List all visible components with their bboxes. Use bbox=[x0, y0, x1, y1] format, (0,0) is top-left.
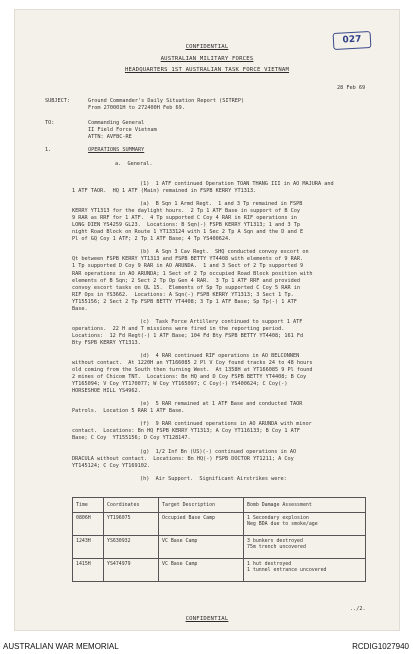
cell-coordinates: YT196075 bbox=[104, 513, 159, 536]
paragraph-line: 2 mines of Chicom TNT. Locations: Bn HQ and D Coy FSPB BETTY YT4408; B Coy bbox=[72, 374, 307, 381]
report-paragraph bbox=[72, 181, 392, 195]
paragraph-line: (f) 9 RAR continued operations in AO ARUNDA with minor bbox=[140, 421, 312, 428]
archive-name: AUSTRALIAN WAR MEMORIAL bbox=[3, 642, 119, 651]
to-line-3: ATTN: AVFBC-RE bbox=[88, 134, 132, 140]
cell-time: 0806H bbox=[73, 513, 104, 536]
table-header-row bbox=[73, 498, 366, 513]
cell-coordinates: YS630932 bbox=[104, 536, 159, 559]
paragraph-line: (a) B Sqn 1 Armd Regt. 1 and 3 Tp remained in FSPB bbox=[140, 201, 303, 208]
paragraph-line: Patrols. Location 5 RAR 1 ATF Base. bbox=[72, 408, 185, 415]
subject-line-1: Ground Commander's Daily Situation Report (SITREP) bbox=[88, 98, 245, 104]
header-bda: Bomb Damage Assessment bbox=[244, 498, 366, 513]
document-date: 28 Feb 69 bbox=[337, 85, 366, 91]
paragraph-line: Bty FSPB KERRY YT1313. bbox=[72, 339, 141, 346]
paragraph-line: Base; C Coy YT155156; D Coy YT128147. bbox=[72, 435, 191, 442]
cell-target: Occupied Base Camp bbox=[159, 513, 244, 536]
paragraph-line: 1 Tp supported D Coy 9 RAR in AO ARUNDA. 1 and 3 Sect of 2 Tp supported 9 bbox=[72, 263, 304, 270]
paragraph-line: DRACULA without contact. Locations: Bn HQ(-) FSPB DOCTOR YT1211; A Coy bbox=[72, 455, 294, 462]
table-row bbox=[73, 513, 366, 536]
paragraph-line: Pl of GQ Coy 1 ATF; 2 Tp 1 ATF Base; 4 Tp YS400624. bbox=[72, 236, 232, 243]
table-row bbox=[73, 559, 366, 582]
paragraph-line: (b) A Sqn 3 Cav Regt. SHQ conducted convoy escort on bbox=[140, 249, 309, 256]
report-paragraph bbox=[72, 249, 392, 312]
header-coordinates: Coordinates bbox=[104, 498, 159, 513]
paragraph-line: without contact. At 1220H an YT166085 2 Pl V Coy found tracks 24 to 48 hours bbox=[72, 360, 313, 367]
paragraph-line: operations. 22 H and T missions were fired in the reporting period. bbox=[72, 325, 285, 332]
paragraph-line: (1) 1 ATF continued Operation TOAN THANG III in AO MAJURA and bbox=[140, 181, 334, 187]
paragraph-line: (d) 4 RAR continued RIF operations in AO BELCONNEN bbox=[140, 352, 300, 359]
section-title: OPERATIONS SUMMARY bbox=[88, 147, 145, 153]
paragraph-line: YT155156; 2 Sect 2 Tp FSPB BETTY YT4408; 3 Tp 1 ATF Base; Sp Tp(-) 1 ATF bbox=[72, 298, 297, 305]
paragraph-line: elements of B Sqn; 2 Sect 2 Tp Op Gen 4 RAR. 3 Tp 1 ATF RRF and provided bbox=[72, 277, 300, 284]
paragraph-line: KERRY YT1313 for the daylight hours. 2 Tp 1 ATF Base in support of B Coy bbox=[72, 208, 300, 215]
paragraph-line: HORSESHOE HILL YS4962. bbox=[72, 388, 141, 395]
paragraph-line: Qt between FSPB KERRY YT1313 and FSPB BETTY YT4408 with elements of 9 RAR. bbox=[72, 256, 304, 263]
report-paragraph bbox=[72, 476, 392, 483]
cell-target: VC Base Camp bbox=[159, 536, 244, 559]
cell-bda: 1 hut destroyed 1 tunnel entrance uncovered bbox=[244, 559, 366, 582]
report-body bbox=[72, 175, 392, 483]
subject-line-2: From 270001H to 272400H Feb 69. bbox=[88, 105, 185, 111]
to-line-1: Commanding General bbox=[88, 120, 145, 126]
paragraph-line: YT145124; C Coy YT169102. bbox=[72, 462, 151, 469]
header-time: Time bbox=[73, 498, 104, 513]
archive-reference: RCDIG1027940 bbox=[352, 642, 409, 651]
cell-time: 1415H bbox=[73, 559, 104, 582]
cell-coordinates: YS474979 bbox=[104, 559, 159, 582]
paragraph-line: 9 RAR as RRF for 1 ATF. 4 Tp supported C Coy 4 RAR in RIF operations in bbox=[72, 215, 297, 222]
paragraph-line: Base. bbox=[72, 305, 88, 312]
report-paragraph bbox=[72, 449, 392, 470]
paragraph-line: convoy escort tasks on QL 15. Elements of Sp Tp supported C Coy 5 RAR in bbox=[72, 284, 300, 291]
header-target: Target Description bbox=[159, 498, 244, 513]
report-paragraph bbox=[72, 201, 392, 243]
paragraph-line: night Road Block on Route 1 YT133124 with 1 Sec 2 Tp A Sqn and the D and E bbox=[72, 229, 304, 236]
paragraph-line: (h) Air Support. Significant Airstrikes were: bbox=[140, 475, 287, 482]
headquarters-name: HEADQUARTERS 1ST AUSTRALIAN TASK FORCE VIETNAM bbox=[124, 67, 290, 73]
paragraph-line: (e) 5 RAR remained at 1 ATF Base and conducted TAOR bbox=[140, 401, 303, 408]
paragraph-line: RIF Ops in YS3662. Locations: A Sqn(-) FSPB KERRY YT1313; 3 Sect 1 Tp. bbox=[72, 291, 294, 298]
cell-target: VC Base Camp bbox=[159, 559, 244, 582]
airstrike-table bbox=[72, 497, 366, 582]
paragraph-line: LONG DIEN YS4259 GL23. Locations: B Sqn(-) FSPB KERRY YT1313; 1 and 3 Tp bbox=[72, 222, 300, 229]
section-number: 1. bbox=[45, 147, 52, 153]
to-label: TO: bbox=[45, 120, 55, 126]
paragraph-line: old coming from the South then turning West. At 1358H at YT166085 9 Pl found bbox=[72, 367, 313, 374]
cell-bda: 1 Secondary explosion Neg BDA due to smoke/age bbox=[244, 513, 366, 536]
paragraph-line: Locations: 12 Fd Regt(-) 1 ATF Base; 104 Fd Bty FSPB BETTY YT4408; 161 Fd bbox=[72, 332, 304, 339]
classification-top: CONFIDENTIAL bbox=[185, 44, 229, 50]
subsection-general: a. General. bbox=[115, 161, 153, 167]
paragraph-line: 1 ATF TAOR. HQ 1 ATF (Main) remained in FSPB KERRY YT1313. bbox=[72, 188, 257, 195]
document-page bbox=[15, 10, 399, 630]
page-continuation: ../2. bbox=[350, 606, 366, 612]
subject-label: SUBJECT: bbox=[45, 98, 70, 104]
archive-footer bbox=[0, 634, 413, 654]
report-paragraph bbox=[72, 353, 392, 395]
paragraph-line: RAR operations in AO ARUNDA; 1 Sect of 2 Tp occupied Road Block position with bbox=[72, 270, 313, 277]
classification-bottom: CONFIDENTIAL bbox=[185, 616, 229, 622]
handwritten-page-number: 027 bbox=[333, 31, 372, 50]
cell-time: 1243H bbox=[73, 536, 104, 559]
org-name: AUSTRALIAN MILITARY FORCES bbox=[160, 56, 254, 62]
table-row bbox=[73, 536, 366, 559]
report-paragraph bbox=[72, 401, 392, 415]
paragraph-line: contact. Locations: Bn HQ FSPB KERRY YT1313; A Coy YT116133; B Coy 1 ATF bbox=[72, 428, 300, 435]
cell-bda: 3 bunkers destroyed 75m trench uncovered bbox=[244, 536, 366, 559]
to-line-2: II Field Force Vietnam bbox=[88, 127, 157, 133]
report-paragraph bbox=[72, 319, 392, 347]
paragraph-line: (g) 1/2 Inf Bn (US)(-) continued operations in AO bbox=[140, 448, 297, 455]
paragraph-line: YT165094; V Coy YT170077; W Coy YT165097; C Coy(-) YS400624; C Coy(-) bbox=[72, 381, 288, 388]
paragraph-line: (c) Task Force Artillery continued to support 1 ATF bbox=[140, 318, 303, 325]
report-paragraph bbox=[72, 421, 392, 442]
